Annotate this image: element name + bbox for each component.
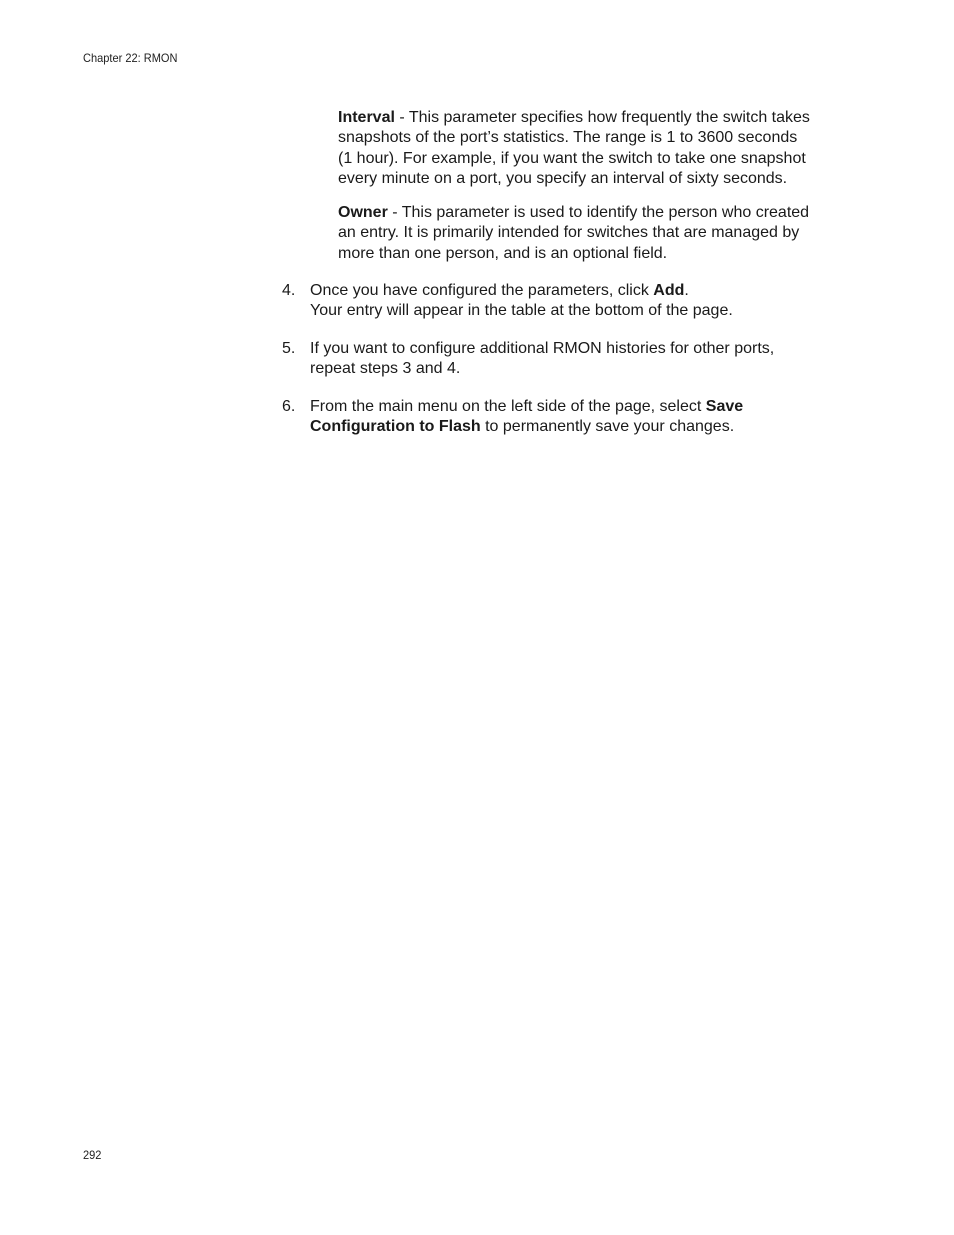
owner-line3: more than one person, and is an optional field. [338, 244, 668, 262]
chapter-header: Chapter 22: RMON [83, 51, 178, 65]
step-number: 6. [282, 398, 296, 415]
add-term: Add [653, 282, 685, 299]
step-4-result: Your entry will appear in the table at the bottom of the page. [310, 302, 733, 320]
step-5-line1: If you want to configure additional RMON histories for other ports, [310, 340, 775, 357]
interval-line1: - This parameter specifies how frequently the switch takes [394, 109, 810, 126]
page-number: 292 [83, 1148, 102, 1162]
interval-paragraph [338, 108, 848, 190]
step-number: 5. [282, 340, 296, 357]
step-4-period: . [684, 282, 689, 299]
interval-line3: (1 hour). For example, if you want the switch to take one snapshot [338, 149, 806, 167]
step-6-text: From the main menu on the left side of the page, select [310, 398, 706, 415]
config-flash-term: Configuration to Flash [310, 418, 481, 436]
save-term: Save [705, 398, 744, 415]
owner-term: Owner [338, 204, 388, 221]
interval-line4: every minute on a port, you specify an interval of sixty seconds. [338, 170, 788, 188]
step-5-line2: repeat steps 3 and 4. [310, 360, 461, 378]
owner-paragraph [338, 203, 848, 264]
owner-line1: - This parameter is used to identify the person who created [387, 204, 810, 221]
interval-line2: snapshots of the port’s statistics. The range is 1 to 3600 seconds [338, 129, 798, 147]
step-number: 4. [282, 282, 296, 299]
interval-term: Interval [338, 109, 395, 126]
owner-line2: an entry. It is primarily intended for switches that are managed by [338, 224, 800, 242]
step-6-line2: to permanently save your changes. [480, 418, 735, 436]
step-4-text: Once you have configured the parameters, click [310, 282, 654, 299]
